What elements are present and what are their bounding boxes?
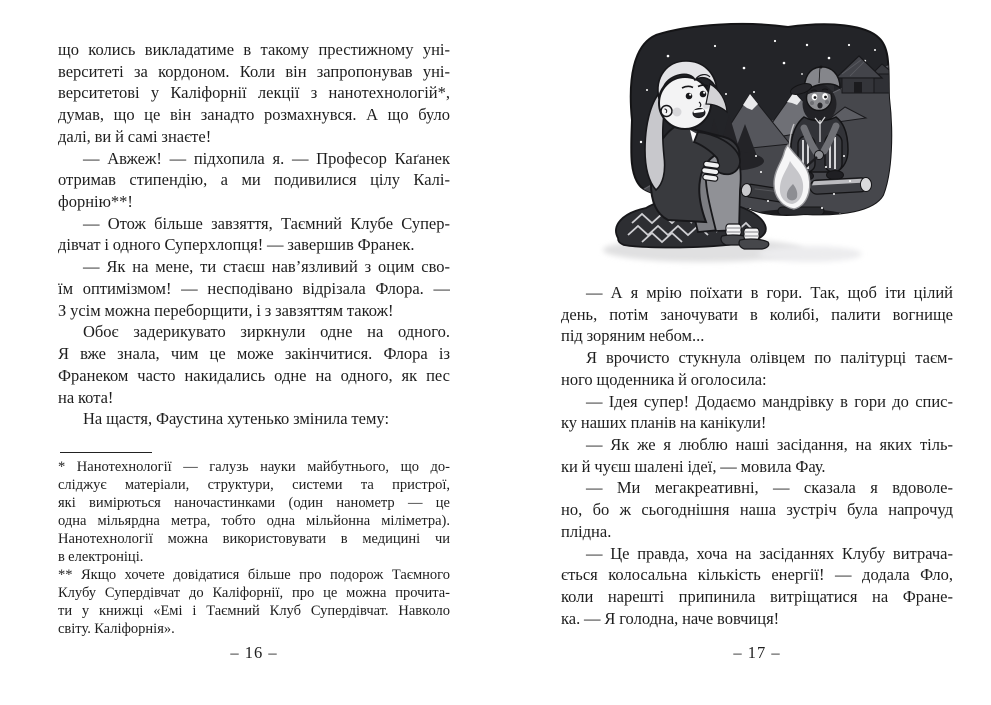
footnote-line: * Нанотехнології — галузь науки майбутнього, що до- [58, 459, 450, 475]
footnote-line: які вимірються наночастинками (один нанометр — це [58, 495, 450, 511]
text-line: думав, що це він занадто розмахнувся. А що було [58, 105, 450, 125]
text-line: — Як же я люблю наші засідання, на яких тіль- [586, 435, 953, 455]
text-line: — А я мрію поїхати в гори. Так, щоб іти цілий [586, 283, 953, 302]
page-number-16: – 16 – [230, 643, 278, 662]
text-line: но, бо ж сьогоднішня наша зустріч була напрочуд [561, 500, 953, 520]
text-line: ка. — Я голодна, наче вовчиця! [561, 608, 780, 628]
text-line: Франеком часто накидались одне на одного, як пес [58, 365, 450, 385]
text-line: коли нарешті припинила витріщатися на Фране- [561, 587, 953, 607]
text-line: на кота! [58, 387, 114, 407]
text-line: — Як на мене, ти стаєш нав’язливий з оцим сво- [83, 257, 450, 277]
text-line: день, потім заночувати в колибі, палити вогнище [561, 304, 953, 324]
text-line: — Це правда, хоча на засіданнях Клубу витрача- [586, 543, 953, 563]
text-line: їм оптимізмом! — несподівано відрізала Флора. — [58, 278, 450, 298]
text-line: верситеті за кордоном. Коли він запропонував уні- [58, 61, 450, 81]
footnote-line: сліджує матеріали, структури, системи та пристрої, [58, 477, 450, 493]
page-16-footnotes [58, 458, 450, 638]
text-line: верситетові у Каліфорнії лекції з нанотехнологій*, [58, 83, 450, 103]
footnote-line: Клубу Супердівчат до Каліфорнії, про це можна прочита- [58, 585, 450, 601]
text-line: ного щоденника й оголосила: [561, 369, 767, 389]
footnote-line: ти у книжці «Емі і Таємний Клуб Супердівчат. Навколо [58, 603, 450, 619]
text-line: далі, ви й самі знаєте! [58, 126, 212, 146]
text-line: ки й чуєш шалені ідеї, — мовила Фау. [561, 456, 826, 476]
footnote-line: ** Якщо хочете довідатися більше про подорож Таємного [58, 567, 450, 583]
footnote-line: одна мільярдна метра, тобто одна мільйонна міліметра). [58, 513, 450, 529]
text-line: форнію**! [58, 192, 133, 212]
page-16-body-text [58, 39, 450, 430]
text-line: Я вже знала, чим це може закінчитися. Флора із [58, 344, 450, 364]
footnote-line: в електроніці. [58, 549, 144, 565]
footnote-line: Нанотехнології можна використовувати в медицині чи [58, 531, 450, 547]
text-line: Обоє задерикувато зиркнули одне на одного. [83, 322, 450, 342]
text-line: З усім можна переборщити, і з завзяттям також! [58, 300, 394, 320]
text-line: ється колосальна кількість енергії! — додала Фло, [561, 565, 953, 585]
text-line: — Ідея супер! Додаємо мандрівку в гори до спис- [586, 391, 953, 411]
text-line: ку наших планів на канікули! [561, 413, 767, 433]
text-line: Я врочисто стукнула олівцем по палітурці таєм- [586, 348, 953, 368]
story-illustration [598, 4, 954, 276]
text-line: під зоряним небом... [561, 326, 705, 346]
page-number-17: – 17 – [733, 643, 781, 662]
text-line: — Авжеж! — підхопила я. — Професор Каґанек [83, 148, 450, 168]
text-line: дівчат і одного Суперхлопця! — завершив Франек. [58, 235, 415, 255]
text-line: плідна. [561, 521, 612, 541]
text-line: — Отож більше завзяття, Таємний Клубе Супер- [83, 213, 450, 233]
text-line: — Ми мегакреативні, — сказала я вдоволе- [586, 478, 953, 498]
page-17-body-text [561, 282, 953, 630]
footnote-line: світу. Каліфорнія». [58, 621, 175, 637]
text-line: що колись викладатиме в такому престижному уні- [58, 40, 450, 59]
footnote-separator [60, 452, 152, 453]
text-line: отримав стипендію, а ми подивилися цілу Калі- [58, 170, 450, 190]
text-line: На щастя, Фаустина хутенько змінила тему: [83, 409, 390, 429]
